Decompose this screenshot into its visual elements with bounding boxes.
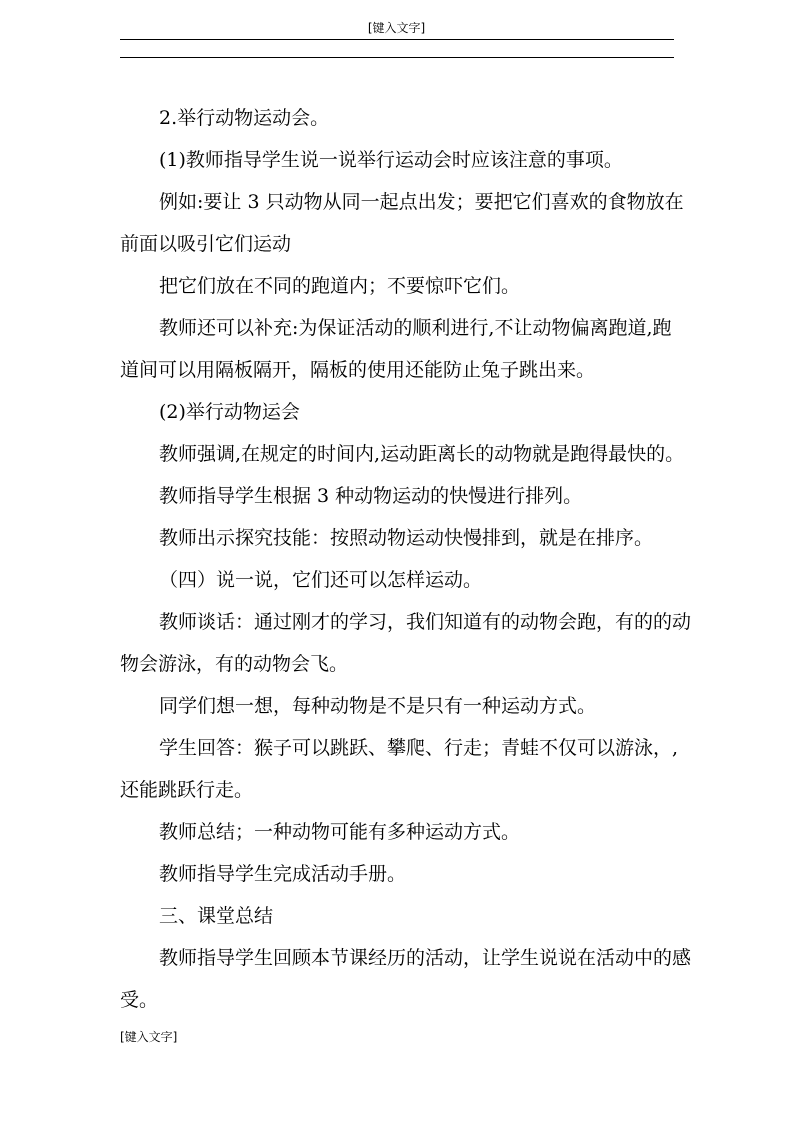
paragraph-line: 同学们想一想，每种动物是不是只有一种运动方式。: [159, 695, 597, 717]
paragraph-line: 2.举行动物运动会。: [159, 107, 330, 129]
paragraph-line: 道间可以用隔板隔开，隔板的使用还能防止兔子跳出来。: [120, 359, 596, 381]
paragraph-line: 教师总结；一种动物可能有多种运动方式。: [159, 821, 521, 843]
paragraph-line: 教师谈话：通过刚才的学习，我们知道有的动物会跑，有的的动: [159, 611, 692, 633]
paragraph-line: （四）说一说，它们还可以怎样运动。: [159, 569, 483, 591]
paragraph-line: 例如:要让 3 只动物从同一起点出发；要把它们喜欢的食物放在: [159, 191, 684, 213]
paragraph-line: 受。: [120, 989, 159, 1011]
paragraph-line: 教师指导学生完成活动手册。: [159, 863, 407, 885]
paragraph-line: 前面以吸引它们运动: [120, 233, 292, 255]
paragraph-line: 物会游泳，有的动物会飞。: [120, 653, 349, 675]
paragraph-line: 还能跳跃行走。: [120, 779, 254, 801]
paragraph-line: (1)教师指导学生说一说举行运动会时应该注意的事项。: [159, 149, 623, 171]
paragraph-line: 教师强调,在规定的时间内,运动距离长的动物就是跑得最快的。: [159, 443, 685, 465]
paragraph-line: 教师出示探究技能：按照动物运动快慢排到，就是在排序。: [159, 527, 654, 549]
paragraph-line: 三、课堂总结: [159, 905, 274, 927]
paragraph-line: 把它们放在不同的跑道内；不要惊吓它们。: [159, 275, 521, 297]
paragraph-line: 教师指导学生回顾本节课经历的活动，让学生说说在活动中的感: [159, 947, 692, 969]
paragraph-line: 学生回答：猴子可以跳跃、攀爬、行走；青蛙不仅可以游泳，,: [159, 737, 679, 759]
paragraph-line: 教师还可以补充:为保证活动的顺利进行,不让动物偏离跑道,跑: [159, 317, 672, 339]
paragraph-line: 教师指导学生根据 3 种动物运动的快慢进行排列。: [159, 485, 583, 507]
header-rule-bottom: [120, 57, 674, 58]
page-footer: [键入文字]: [120, 1030, 178, 1044]
document-body: [120, 97, 692, 1021]
header-rule-top: [120, 39, 674, 40]
page-header: [键入文字]: [367, 21, 426, 35]
paragraph-line: (2)举行动物运会: [159, 401, 300, 423]
